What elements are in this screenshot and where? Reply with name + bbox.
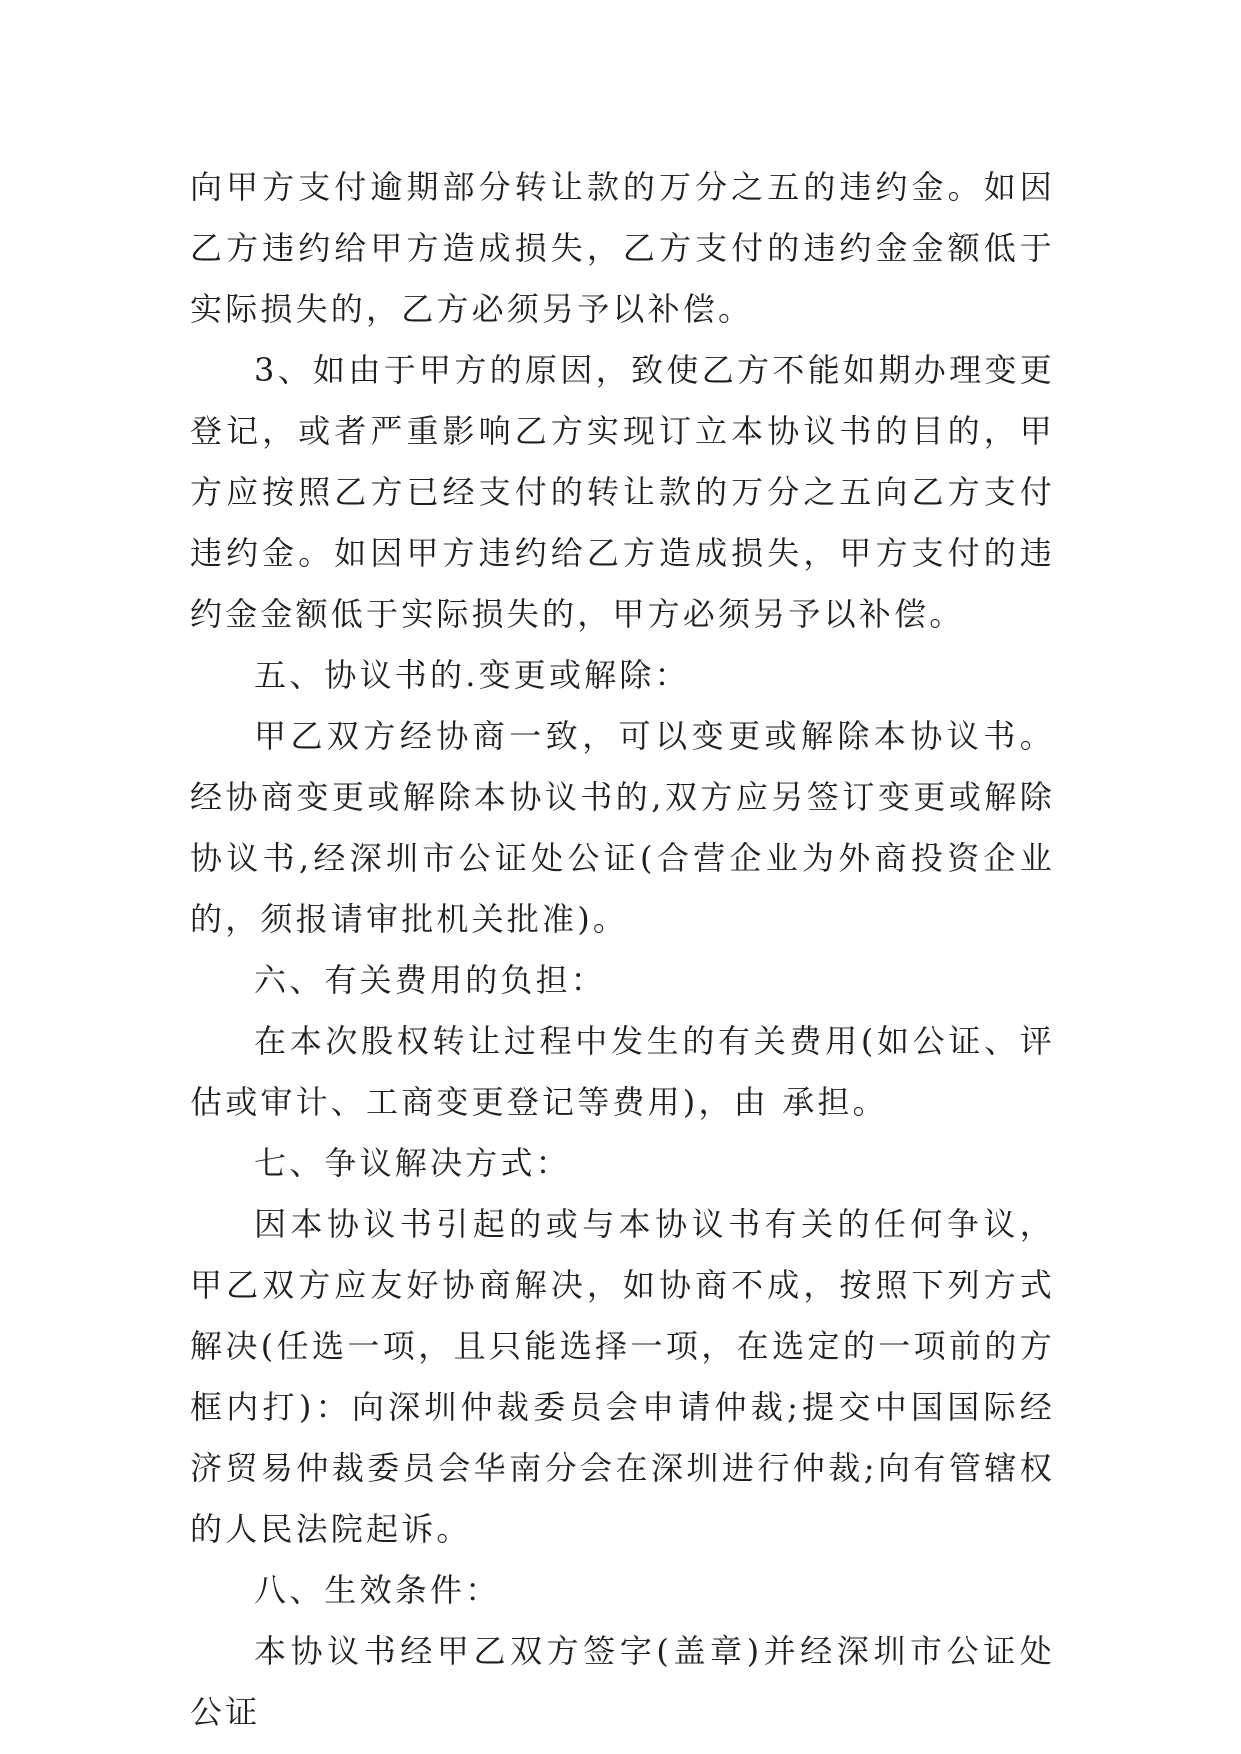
paragraph-effectiveness: 本协议书经甲乙双方签字(盖章)并经深圳市公证处公证 [190, 1632, 1055, 1731]
paragraph-clause-3: 3、如由于甲方的原因，致使乙方不能如期办理变更登记，或者严重影响乙方实现订立本协议书的目的，甲方应按照乙方已经支付的转让款的万分之五向乙方支付违约金。如因甲方违约给乙方造成损失，甲方支付的违约金金额低于实际损失的，甲方必须另予以补偿。 [190, 351, 1055, 633]
paragraph-penalty-party-b: 向甲方支付逾期部分转让款的万分之五的违约金。如因乙方违约给甲方造成损失，乙方支付的违约金金额低于实际损失的，乙方必须另予以补偿。 [190, 168, 1055, 328]
paragraph-amendment: 甲乙双方经协商一致，可以变更或解除本协议书。经协商变更或解除本协议书的,双方应另签订变更或解除协议书,经深圳市公证处公证(合营企业为外商投资企业的，须报请审批机关批准)。 [190, 717, 1055, 938]
section-heading-7: 七、争议解决方式： [254, 1144, 571, 1182]
section-heading-6: 六、有关费用的负担： [254, 961, 607, 999]
paragraph-dispute-resolution: 因本协议书引起的或与本协议书有关的任何争议，甲乙双方应友好协商解决，如协商不成，按照下列方式解决(任选一项，且只能选择一项，在选定的一项前的方框内打)：向深圳仲裁委员会申请仲裁;提交中国国际经济贸易仲裁委员会华南分会在深圳进行仲裁;向有管辖权的人民法院起诉。 [190, 1205, 1055, 1548]
section-heading-5: 五、协议书的.变更或解除： [254, 656, 690, 694]
paragraph-fees: 在本次股权转让过程中发生的有关费用(如公证、评估或审计、工商变更登记等费用)，由 承担。 [190, 1022, 1055, 1121]
document-body [190, 157, 1055, 1743]
section-heading-8: 八、生效条件： [254, 1571, 501, 1609]
